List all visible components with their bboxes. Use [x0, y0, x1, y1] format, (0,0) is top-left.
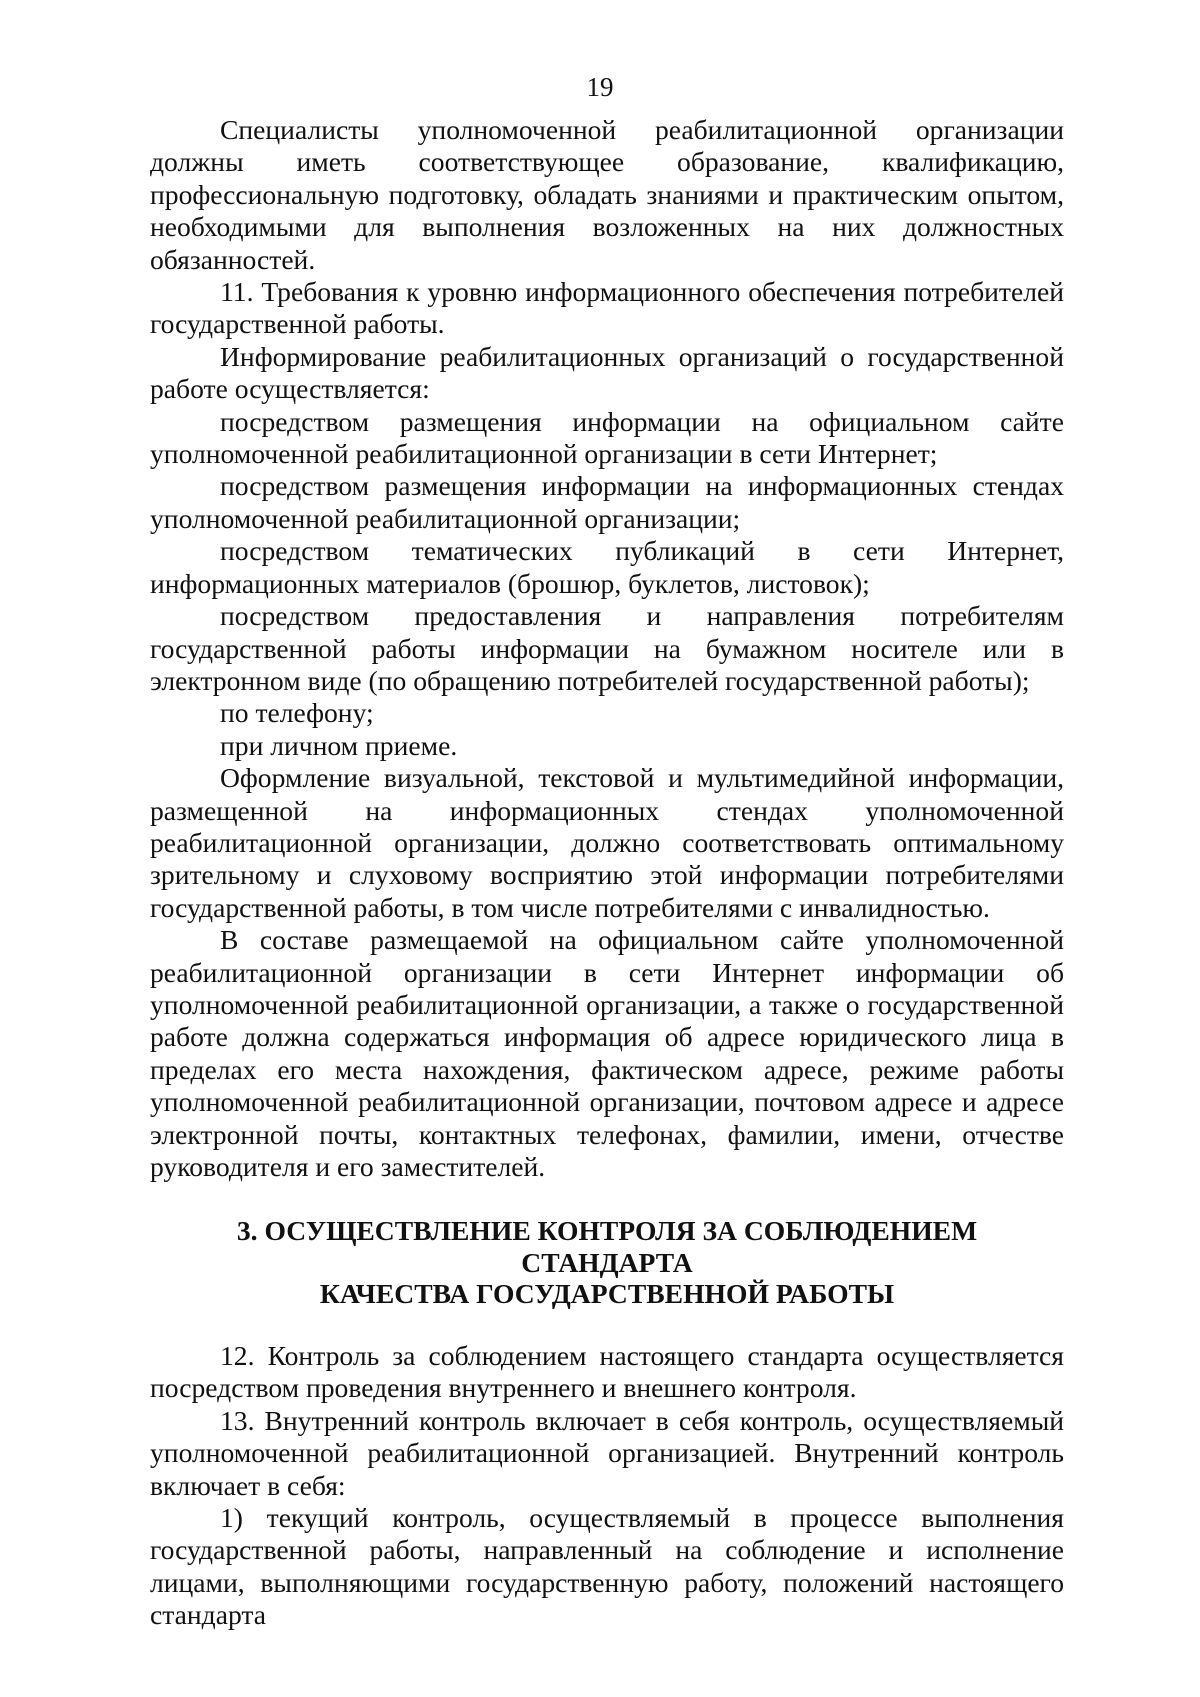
list-item-publications: посредством тематических публикаций в сети Интернет, информационных материалов (брошюр, буклетов, листовок);	[150, 535, 1064, 599]
page-number: 19	[586, 72, 614, 102]
paragraph-website-contents: В составе размещаемой на официальном сайте уполномоченной реабилитационной организации в сети Интернет информации об уполномоченной реабилитационной организации, а также о государственной работе должна содержаться информация об адресе юридического лица в пределах его места нахождения, фактическом адресе, режиме работы уполномоченной реабилитационной организации, почтовом адресе и адресе электронной почты, контактных телефонах, фамилии, имени, отчестве руководителя и его заместителей.	[150, 924, 1064, 1182]
paragraph-informing-intro: Информирование реабилитационных организаций о государственной работе осуществляется:	[150, 340, 1064, 405]
paragraph-item-11: 11. Требования к уровню информационного обеспечения потребителей государственной работы.	[150, 276, 1064, 340]
list-item-paper-electronic: посредством предоставления и направления потребителям государственной работы информации на бумажном носителе или в электронном виде (по обращению потребителей государственной работы);	[150, 600, 1064, 696]
paragraph-design-of-information: Оформление визуальной, текстовой и мультимедийной информации, размещенной на информационных стендах уполномоченной реабилитационной организации, должно соответствовать оптимальному зрительному и слуховому восприятию этой информации потребителями государственной работы, в том числе потребителями с инвалидностью.	[150, 762, 1064, 923]
paragraph-item-12: 12. Контроль за соблюдением настоящего стандарта осуществляется посредством проведения внутреннего и внешнего контроля.	[150, 1339, 1064, 1404]
section-heading	[150, 1215, 1064, 1310]
list-item-stands: посредством размещения информации на информационных стендах уполномоченной реабилитационной организации;	[150, 470, 1064, 534]
paragraph-item-13: 13. Внутренний контроль включает в себя контроль, осуществляемый уполномоченной реабилитационной организацией. Внутренний контроль включает в себя:	[150, 1404, 1064, 1501]
section-heading-line-2: КАЧЕСТВА ГОСУДАРСТВЕННОЙ РАБОТЫ	[319, 1278, 895, 1310]
section-heading-line-1: 3. ОСУЩЕСТВЛЕНИЕ КОНТРОЛЯ ЗА СОБЛЮДЕНИЕМ СТАНДАРТА	[236, 1215, 978, 1278]
list-item-phone: по телефону;	[220, 697, 374, 729]
list-item-personal: при личном приеме.	[220, 729, 458, 761]
list-item-website: посредством размещения информации на официальном сайте уполномоченной реабилитационной организации в сети Интернет;	[150, 405, 1064, 470]
paragraph-specialists-qualification: Специалисты уполномоченной реабилитационной организации должны иметь соответствующее образование, квалификацию, профессиональную подготовку, обладать знаниями и практическим опытом, необходимыми для выполнения возложенных на них должностных обязанностей.	[150, 114, 1064, 275]
paragraph-item-13-1: 1) текущий контроль, осуществляемый в процессе выполнения государственной работы, направленный на соблюдение и исполнение лицами, выполняющими государственную работу, положений настоящего стандарта	[150, 1501, 1064, 1631]
document-body	[150, 114, 1064, 1632]
